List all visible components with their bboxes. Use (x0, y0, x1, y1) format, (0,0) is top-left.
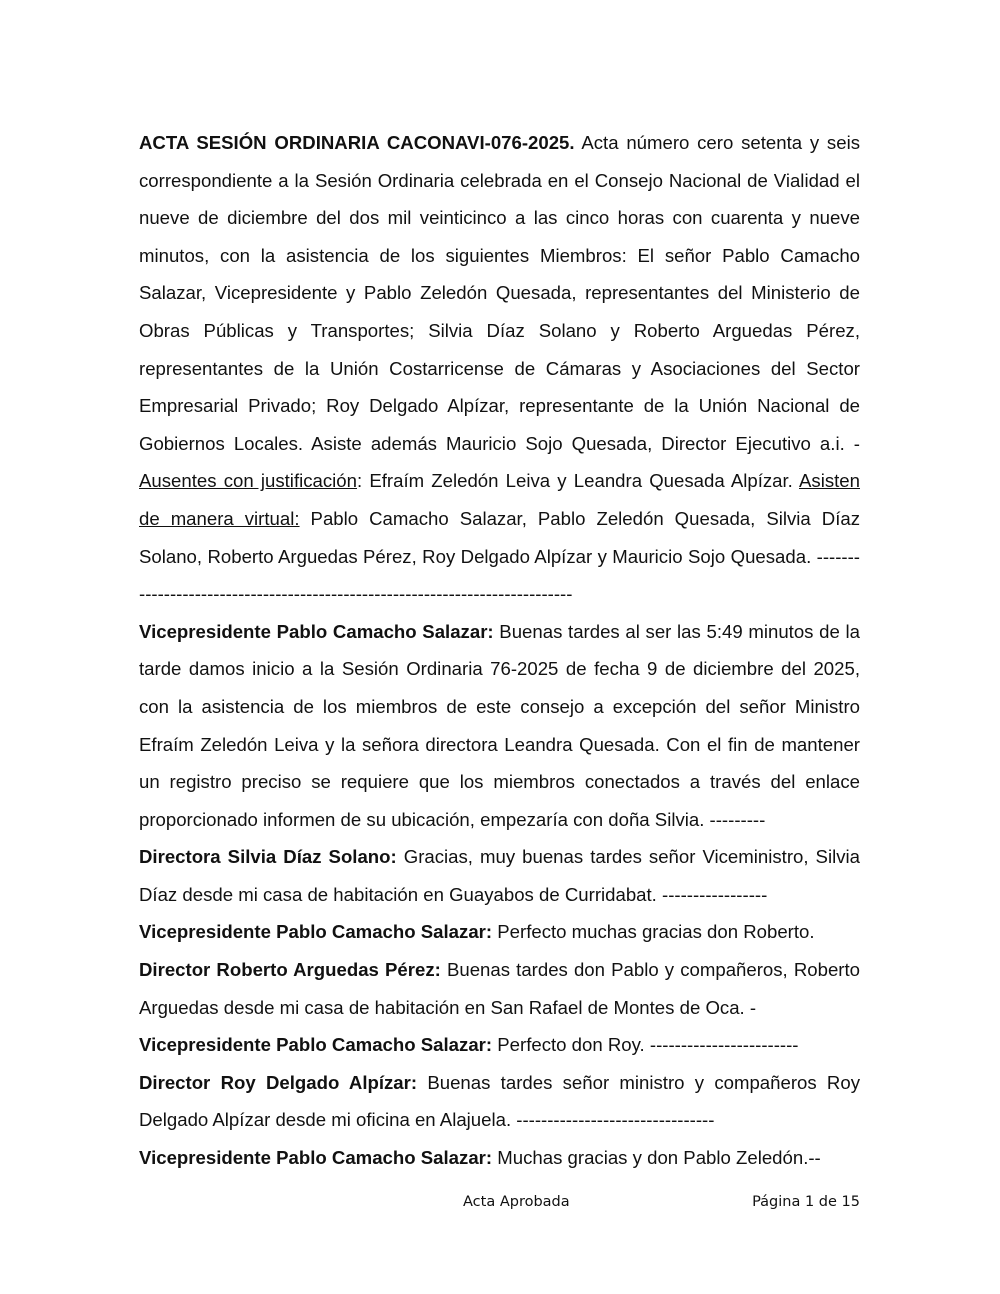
speaker-name: Vicepresidente Pablo Camacho Salazar: (139, 921, 493, 943)
paragraph-speech (139, 838, 860, 913)
speaker-name: Vicepresidente Pablo Camacho Salazar: (139, 1147, 493, 1169)
paragraph-text: : Efraím Zeledón Leiva y Leandra Quesada Alpízar. (357, 470, 800, 492)
speech-text: Gracias, muy buenas tardes señor Viceministro, Silvia Díaz desde mi casa de habitación en Guayabos de Curridabat. ----------------- (139, 846, 860, 905)
acta-title: ACTA SESIÓN ORDINARIA CACONAVI-076-2025. (139, 132, 575, 153)
paragraph-acta-header (139, 124, 860, 613)
paragraph-text: Pablo Camacho Salazar, Pablo Zeledón Quesada, Silvia Díaz Solano, Roberto Arguedas Pérez, Roy Delgado Alpízar y Mauricio Sojo Quesada. ----------------------------------------------------------------------------- (139, 507, 860, 605)
underlined-heading-ausentes: Ausentes con justificación (139, 470, 357, 492)
speaker-name: Vicepresidente Pablo Camacho Salazar: (139, 620, 494, 642)
speech-text: Muchas gracias y don Pablo Zeledón.-- (492, 1147, 821, 1169)
speaker-name: Directora Silvia Díaz Solano: (139, 846, 397, 868)
paragraph-speech (139, 1026, 860, 1064)
speech-text: Buenas tardes señor ministro y compañeros Roy Delgado Alpízar desde mi oficina en Alajuela. -------------------------------- (139, 1071, 860, 1131)
speech-text: Buenas tardes don Pablo y compañeros, Roberto Arguedas desde mi casa de habitación en San Rafael de Montes de Oca. - (139, 959, 860, 1018)
speaker-name: Director Roy Delgado Alpízar: (139, 1071, 418, 1093)
page-number: Página 1 de 15 (752, 1194, 860, 1210)
paragraph-speech (139, 1139, 860, 1177)
paragraph-speech (139, 613, 860, 839)
paragraph-speech (139, 1064, 860, 1139)
speaker-name: Director Roberto Arguedas Pérez: (139, 959, 441, 981)
speaker-name: Vicepresidente Pablo Camacho Salazar: (139, 1034, 493, 1056)
underlined-heading-virtual: Asisten de manera virtual: (139, 470, 860, 529)
speech-text: Perfecto muchas gracias don Roberto. (492, 921, 815, 943)
speech-text: Perfecto don Roy. ------------------------ (492, 1034, 799, 1056)
document-body (139, 124, 860, 1177)
speech-text: Buenas tardes al ser las 5:49 minutos de la tarde damos inicio a la Sesión Ordinaria 76-2025 de fecha 9 de diciembre del 2025, con la asistencia de los miembros de este consejo a excepción del señor Ministro Efraím Zeledón Leiva y la señora directora Leandra Quesada. Con el fin de mantener un registro preciso se requiere que los miembros conectados a través del enlace proporcionado informen de su ubicación, empezaría con doña Silvia. --------- (139, 620, 860, 830)
footer-status: Acta Aprobada (463, 1194, 570, 1210)
paragraph-speech (139, 913, 860, 951)
paragraph-speech (139, 951, 860, 1026)
paragraph-text: Acta número cero setenta y seis correspondiente a la Sesión Ordinaria celebrada en el Consejo Nacional de Vialidad el nueve de diciembre del dos mil veinticinco a las cinco horas con cuarenta y nueve minutos, con la asistencia de los siguientes Miembros: El señor Pablo Camacho Salazar, Vicepresidente y Pablo Zeledón Quesada, representantes del Ministerio de Obras Públicas y Transportes; Silvia Díaz Solano y Roberto Arguedas Pérez, representantes de la Unión Costarricense de Cámaras y Asociaciones del Sector Empresarial Privado; Roy Delgado Alpízar, representante de la Unión Nacional de Gobiernos Locales. Asiste además Mauricio Sojo Quesada, Director Ejecutivo a.i. - (139, 132, 861, 454)
